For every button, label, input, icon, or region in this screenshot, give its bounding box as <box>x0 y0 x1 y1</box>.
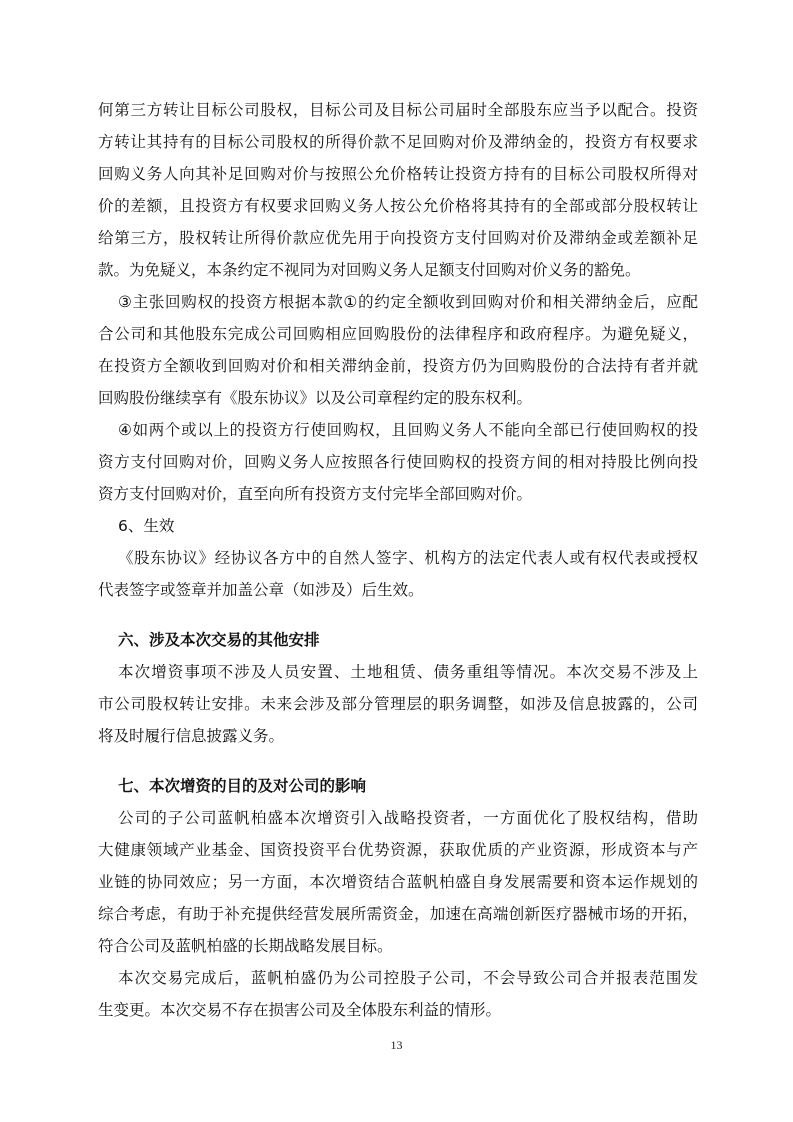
paragraph-line: 本次增资事项不涉及人员安置、土地租赁、债务重组等情况。本次交易不涉及上 <box>118 663 698 681</box>
paragraph-line: 何第三方转让目标公司股权，目标公司及目标公司届时全部股东应当予以配合。投资 <box>98 101 698 119</box>
section-other-arrangements <box>98 656 698 752</box>
subsection-title: 6、生效 <box>118 517 175 535</box>
paragraph-line: 代表签字或签章并加盖公章（如涉及）后生效。 <box>98 581 424 599</box>
paragraph-line: 资方支付回购对价，直至向所有投资方支付完毕全部回购对价。 <box>98 485 533 503</box>
paragraph-line: 在投资方全额收到回购对价和相关滞纳金前，投资方仍为回购股份的合法持有者并就 <box>98 357 698 375</box>
paragraph-line: 符合公司及蓝帆柏盛的长期战略发展目标。 <box>98 937 393 955</box>
paragraph-line: 将及时履行信息披露义务。 <box>98 727 285 745</box>
section-heading-other-arrangements: 六、涉及本次交易的其他安排 <box>118 631 320 649</box>
page-number: 13 <box>390 1038 403 1052</box>
paragraph-line: 大健康领域产业基金、国资投资平台优势资源，获取优质的产业资源，形成资本与产 <box>98 841 698 859</box>
paragraph-line: 回购股份继续享有《股东协议》以及公司章程约定的股东权利。 <box>98 389 533 407</box>
paragraph-line: 价的差额，且投资方有权要求回购义务人按公允价格将其持有的全部或部分股权转让 <box>98 197 698 215</box>
paragraph-line: 回购义务人向其补足回购对价与按照公允价格转让投资方持有的目标公司股权所得对 <box>98 165 698 183</box>
paragraph-line: 款。为免疑义，本条约定不视同为对回购义务人足额支付回购对价义务的豁免。 <box>98 261 641 279</box>
paragraph-line: 综合考虑，有助于补充提供经营发展所需资金，加速在高端创新医疗器械市场的开拓， <box>98 905 698 923</box>
paragraph-line: 公司的子公司蓝帆柏盛本次增资引入战略投资者，一方面优化了股权结构，借助 <box>118 809 698 827</box>
paragraph-line: 合公司和其他股东完成公司回购相应回购股份的法律程序和政府程序。为避免疑义， <box>98 325 698 343</box>
paragraph-line: 方转让其持有的目标公司股权的所得价款不足回购对价及滞纳金的，投资方有权要求 <box>98 133 698 151</box>
paragraph-line: 《股东协议》经协议各方中的自然人签字、机构方的法定代表人或有权代表或授权 <box>118 549 698 567</box>
paragraph-line: 本次交易完成后，蓝帆柏盛仍为公司控股子公司，不会导致公司合并报表范围发 <box>118 969 698 987</box>
paragraph-line: 业链的协同效应；另一方面，本次增资结合蓝帆柏盛自身发展需要和资本运作规划的 <box>98 873 698 891</box>
paragraph-line: ③主张回购权的投资方根据本款①的约定全额收到回购对价和相关滞纳金后，应配 <box>118 293 698 311</box>
paragraph-line: 市公司股权转让安排。未来会涉及部分管理层的职务调整，如涉及信息披露的，公司 <box>98 695 698 713</box>
paragraph-line: ④如两个或以上的投资方行使回购权，且回购义务人不能向全部已行使回购权的投 <box>118 421 698 439</box>
section-purpose-impact <box>98 802 698 1026</box>
section-repurchase-clauses <box>98 94 698 606</box>
section-heading-purpose-impact: 七、本次增资的目的及对公司的影响 <box>118 777 367 795</box>
paragraph-line: 给第三方，股权转让所得价款应优先用于向投资方支付回购对价及滞纳金或差额补足 <box>98 229 698 247</box>
paragraph-line: 生变更。本次交易不存在损害公司及全体股东利益的情形。 <box>98 1001 502 1019</box>
paragraph-line: 资方支付回购对价，回购义务人应按照各行使回购权的投资方间的相对持股比例向投 <box>98 453 698 471</box>
